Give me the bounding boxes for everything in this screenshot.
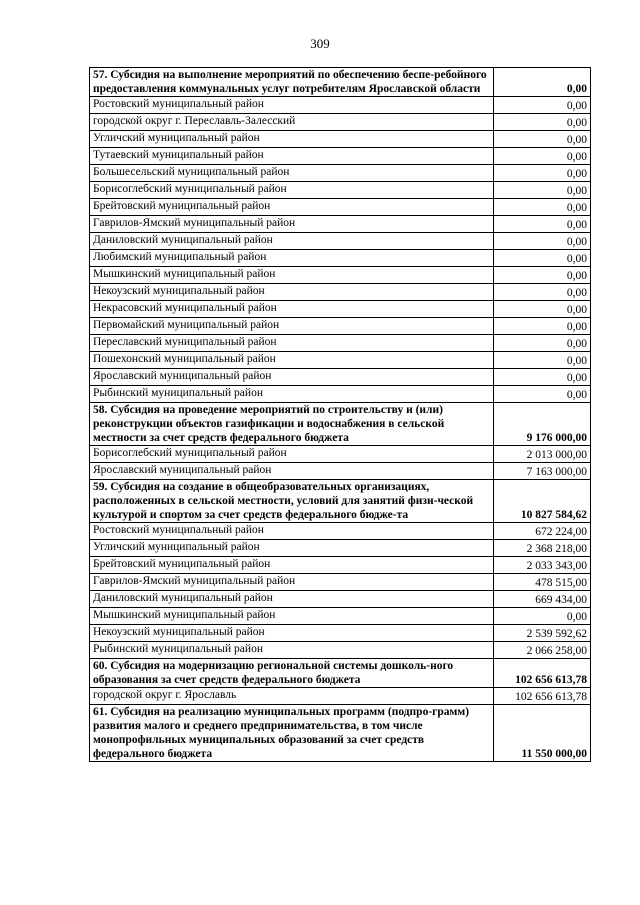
table-row xyxy=(90,216,591,233)
section-title: 58. Субсидия на проведение мероприятий по строительству и (или) реконструкции объектов газификации и водоснабжения в сельской местности за счет средств федерального бюджета xyxy=(90,403,494,446)
municipality-name: Угличский муниципальный район xyxy=(90,540,494,557)
municipality-amount: 2 013 000,00 xyxy=(494,446,591,463)
municipality-name: Любимский муниципальный район xyxy=(90,250,494,267)
municipality-name: Мышкинский муниципальный район xyxy=(90,267,494,284)
table-row xyxy=(90,642,591,659)
section-title: 61. Субсидия на реализацию муниципальных программ (подпро-грамм) развития малого и среднего предпринимательства, в том числе монопрофильных муниципальных образований за счет средств федерального бюджета xyxy=(90,705,494,762)
table-row xyxy=(90,267,591,284)
municipality-amount: 0,00 xyxy=(494,335,591,352)
table-row xyxy=(90,301,591,318)
municipality-name: Первомайский муниципальный район xyxy=(90,318,494,335)
municipality-amount: 0,00 xyxy=(494,301,591,318)
municipality-name: Некрасовский муниципальный район xyxy=(90,301,494,318)
subsidy-table xyxy=(89,67,591,762)
table-row xyxy=(90,97,591,114)
table-row xyxy=(90,284,591,301)
municipality-name: Ростовский муниципальный район xyxy=(90,523,494,540)
municipality-name: Гаврилов-Ямский муниципальный район xyxy=(90,574,494,591)
municipality-name: Ростовский муниципальный район xyxy=(90,97,494,114)
municipality-amount: 0,00 xyxy=(494,165,591,182)
municipality-amount: 0,00 xyxy=(494,267,591,284)
section-header-row xyxy=(90,705,591,762)
table-row xyxy=(90,625,591,642)
municipality-amount: 0,00 xyxy=(494,233,591,250)
table-row xyxy=(90,574,591,591)
table-row xyxy=(90,233,591,250)
municipality-amount: 0,00 xyxy=(494,114,591,131)
section-title: 60. Субсидия на модернизацию региональной системы дошколь-ного образования за счет средств федерального бюджета xyxy=(90,659,494,688)
municipality-name: Пошехонский муниципальный район xyxy=(90,352,494,369)
table-row xyxy=(90,114,591,131)
municipality-amount: 0,00 xyxy=(494,608,591,625)
municipality-amount: 0,00 xyxy=(494,148,591,165)
section-total: 11 550 000,00 xyxy=(494,705,591,762)
municipality-amount: 7 163 000,00 xyxy=(494,463,591,480)
section-total: 10 827 584,62 xyxy=(494,480,591,523)
section-total: 9 176 000,00 xyxy=(494,403,591,446)
municipality-name: Некоузский муниципальный район xyxy=(90,625,494,642)
municipality-name: Ярославский муниципальный район xyxy=(90,369,494,386)
municipality-amount: 0,00 xyxy=(494,97,591,114)
municipality-name: Рыбинский муниципальный район xyxy=(90,642,494,659)
table-row xyxy=(90,591,591,608)
municipality-name: Борисоглебский муниципальный район xyxy=(90,446,494,463)
table-row xyxy=(90,352,591,369)
table-row xyxy=(90,318,591,335)
municipality-name: Тутаевский муниципальный район xyxy=(90,148,494,165)
table-row xyxy=(90,148,591,165)
table-row xyxy=(90,182,591,199)
municipality-name: Ярославский муниципальный район xyxy=(90,463,494,480)
section-header-row xyxy=(90,659,591,688)
municipality-amount: 0,00 xyxy=(494,216,591,233)
municipality-amount: 0,00 xyxy=(494,199,591,216)
section-title: 59. Субсидия на создание в общеобразовательных организациях, расположенных в сельской местности, условий для занятий физи-ческой культурой и спортом за счет средств федерального бюдже-та xyxy=(90,480,494,523)
table-row xyxy=(90,386,591,403)
municipality-amount: 0,00 xyxy=(494,284,591,301)
municipality-amount: 0,00 xyxy=(494,369,591,386)
section-header-row xyxy=(90,403,591,446)
municipality-amount: 672 224,00 xyxy=(494,523,591,540)
section-total: 102 656 613,78 xyxy=(494,659,591,688)
section-header-row xyxy=(90,68,591,97)
table-row xyxy=(90,446,591,463)
table-row xyxy=(90,688,591,705)
table-row xyxy=(90,540,591,557)
table-row xyxy=(90,165,591,182)
table-row xyxy=(90,608,591,625)
section-header-row xyxy=(90,480,591,523)
municipality-amount: 2 033 343,00 xyxy=(494,557,591,574)
municipality-name: Угличский муниципальный район xyxy=(90,131,494,148)
municipality-amount: 0,00 xyxy=(494,352,591,369)
municipality-amount: 2 368 218,00 xyxy=(494,540,591,557)
municipality-name: городской округ г. Ярославль xyxy=(90,688,494,705)
municipality-name: Большесельский муниципальный район xyxy=(90,165,494,182)
municipality-amount: 0,00 xyxy=(494,386,591,403)
municipality-name: Даниловский муниципальный район xyxy=(90,233,494,250)
municipality-name: Брейтовский муниципальный район xyxy=(90,199,494,216)
municipality-name: Некоузский муниципальный район xyxy=(90,284,494,301)
table-row xyxy=(90,250,591,267)
municipality-name: городской округ г. Переславль-Залесский xyxy=(90,114,494,131)
municipality-amount: 0,00 xyxy=(494,131,591,148)
municipality-amount: 0,00 xyxy=(494,182,591,199)
municipality-amount: 2 066 258,00 xyxy=(494,642,591,659)
table-row xyxy=(90,557,591,574)
municipality-amount: 669 434,00 xyxy=(494,591,591,608)
section-total: 0,00 xyxy=(494,68,591,97)
municipality-name: Переславский муниципальный район xyxy=(90,335,494,352)
municipality-name: Даниловский муниципальный район xyxy=(90,591,494,608)
table-row xyxy=(90,131,591,148)
section-title: 57. Субсидия на выполнение мероприятий по обеспечению беспе-ребойного предоставления коммунальных услуг потребителям Ярославской области xyxy=(90,68,494,97)
page-number: 309 xyxy=(310,36,330,51)
table-row xyxy=(90,463,591,480)
municipality-amount: 2 539 592,62 xyxy=(494,625,591,642)
table-row xyxy=(90,369,591,386)
municipality-name: Мышкинский муниципальный район xyxy=(90,608,494,625)
municipality-amount: 478 515,00 xyxy=(494,574,591,591)
municipality-name: Брейтовский муниципальный район xyxy=(90,557,494,574)
municipality-amount: 102 656 613,78 xyxy=(494,688,591,705)
table-row xyxy=(90,335,591,352)
municipality-name: Рыбинский муниципальный район xyxy=(90,386,494,403)
table-row xyxy=(90,523,591,540)
table-row xyxy=(90,199,591,216)
municipality-amount: 0,00 xyxy=(494,318,591,335)
municipality-name: Борисоглебский муниципальный район xyxy=(90,182,494,199)
municipality-name: Гаврилов-Ямский муниципальный район xyxy=(90,216,494,233)
municipality-amount: 0,00 xyxy=(494,250,591,267)
